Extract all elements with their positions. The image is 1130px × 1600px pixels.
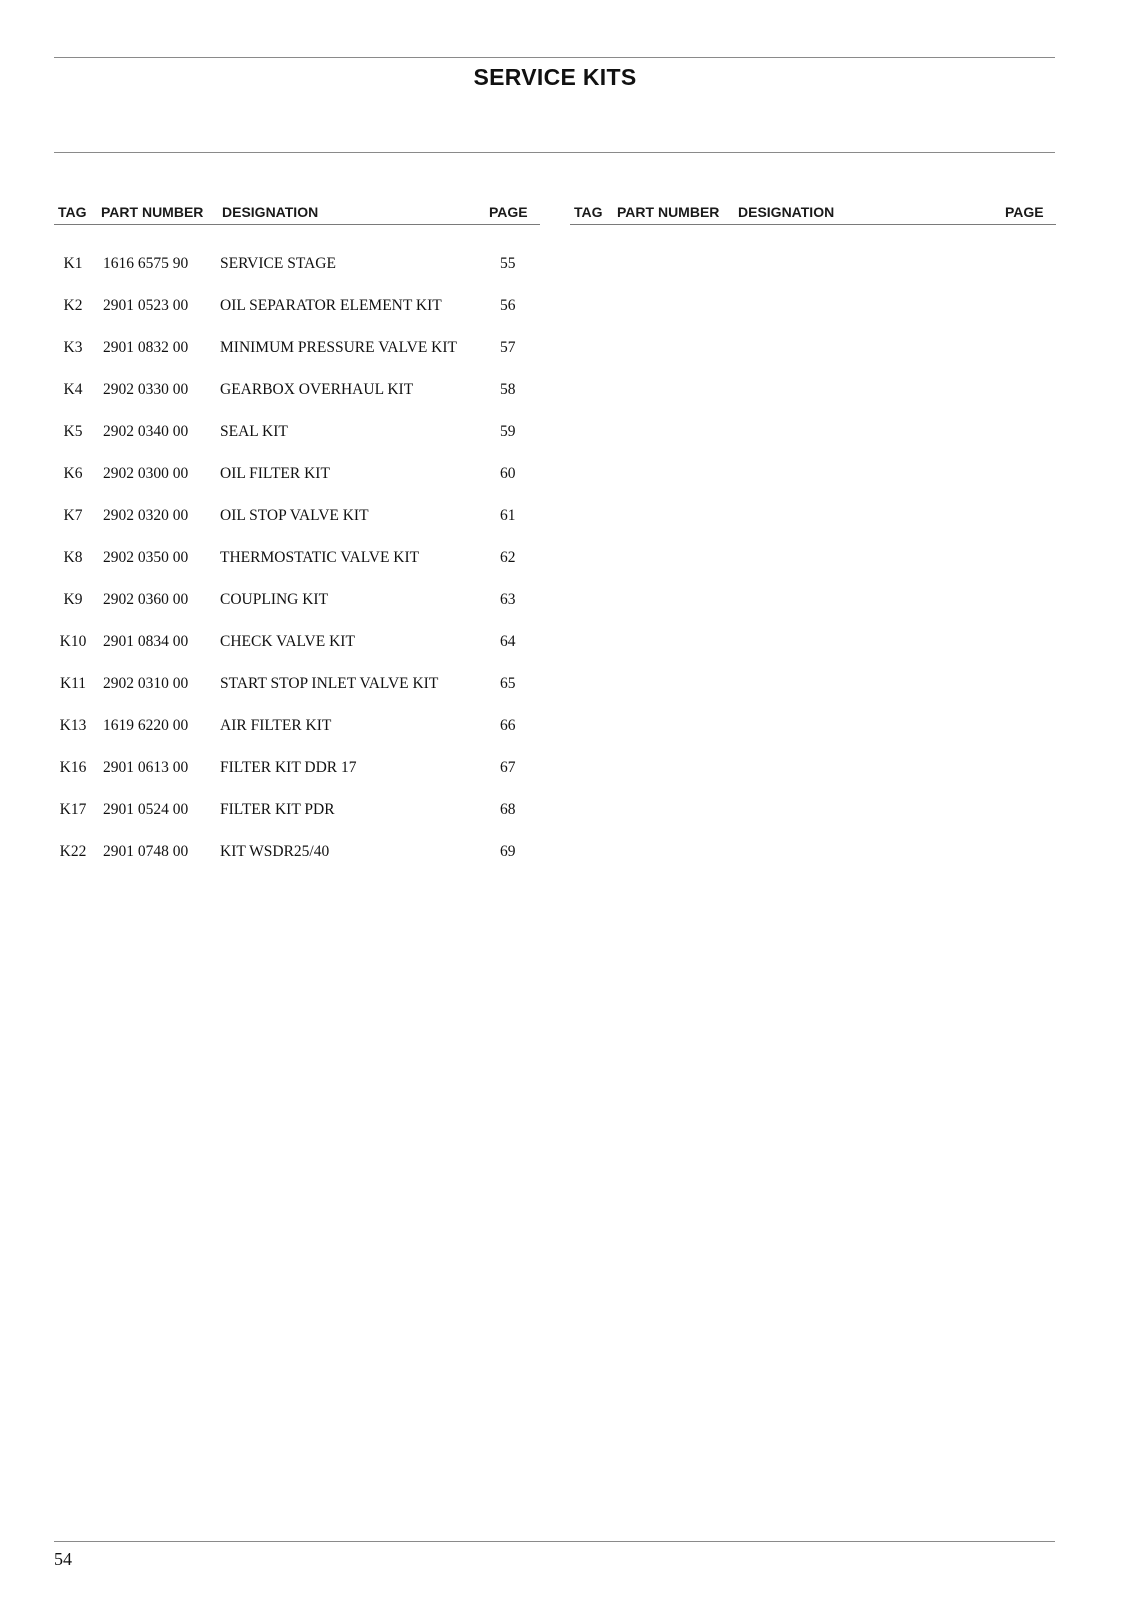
table-row	[54, 465, 540, 507]
table-row	[54, 717, 540, 759]
table-row	[54, 297, 540, 339]
row-part-number: 2902 0340 00	[103, 423, 189, 440]
table-header-left	[54, 204, 540, 225]
row-designation: SEAL KIT	[220, 423, 288, 440]
table-row	[54, 675, 540, 717]
row-page: 59	[500, 423, 516, 440]
row-page: 57	[500, 339, 516, 356]
row-designation: OIL FILTER KIT	[220, 465, 330, 482]
row-part-number: 2902 0320 00	[103, 507, 189, 524]
row-tag: K1	[63, 255, 83, 272]
row-designation: GEARBOX OVERHAUL KIT	[220, 381, 414, 398]
row-tag: K4	[63, 381, 83, 398]
row-designation: START STOP INLET VALVE KIT	[220, 675, 439, 692]
footer-rule	[54, 1541, 1055, 1542]
row-page: 58	[500, 381, 516, 398]
row-tag: K8	[63, 549, 83, 566]
row-designation: CHECK VALVE KIT	[220, 633, 355, 650]
row-page: 63	[500, 591, 516, 608]
row-page: 67	[500, 759, 516, 776]
row-part-number: 2902 0350 00	[103, 549, 189, 566]
row-part-number: 1616 6575 90	[103, 255, 189, 272]
row-part-number: 2901 0832 00	[103, 339, 189, 356]
service-kits-table	[54, 255, 540, 885]
row-tag: K10	[59, 633, 87, 650]
table-row	[54, 633, 540, 675]
title-rule	[54, 152, 1055, 153]
row-part-number: 2902 0330 00	[103, 381, 189, 398]
row-page: 60	[500, 465, 516, 482]
row-page: 62	[500, 549, 516, 566]
column-header-part-number: PART NUMBER	[617, 204, 720, 220]
row-part-number: 2901 0523 00	[103, 297, 189, 314]
table-row	[54, 843, 540, 885]
row-designation: AIR FILTER KIT	[220, 717, 332, 734]
row-tag: K7	[63, 507, 83, 524]
row-part-number: 2902 0300 00	[103, 465, 189, 482]
page-title: SERVICE KITS	[473, 64, 637, 90]
column-header-page: PAGE	[1005, 204, 1044, 220]
column-header-designation: DESIGNATION	[738, 204, 835, 220]
row-page: 55	[500, 255, 516, 272]
table-row	[54, 423, 540, 465]
row-designation: OIL SEPARATOR ELEMENT KIT	[220, 297, 442, 314]
row-tag: K13	[59, 717, 87, 734]
column-header-tag: TAG	[58, 204, 87, 220]
row-page: 68	[500, 801, 516, 818]
page-number: 54	[54, 1549, 72, 1569]
table-row	[54, 549, 540, 591]
row-page: 56	[500, 297, 516, 314]
row-tag: K16	[59, 759, 87, 776]
row-tag: K17	[59, 801, 87, 818]
top-rule	[54, 57, 1055, 58]
row-designation: FILTER KIT PDR	[220, 801, 335, 818]
table-header-right	[570, 204, 1056, 225]
column-header-tag: TAG	[574, 204, 603, 220]
row-tag: K6	[63, 465, 83, 482]
row-tag: K9	[63, 591, 83, 608]
table-row	[54, 591, 540, 633]
row-part-number: 2901 0834 00	[103, 633, 189, 650]
row-designation: COUPLING KIT	[220, 591, 329, 608]
row-part-number: 2901 0524 00	[103, 801, 189, 818]
row-designation: THERMOSTATIC VALVE KIT	[220, 549, 420, 566]
row-part-number: 2902 0310 00	[103, 675, 189, 692]
row-designation: SERVICE STAGE	[220, 255, 336, 272]
row-designation: OIL STOP VALVE KIT	[220, 507, 369, 524]
column-header-designation: DESIGNATION	[222, 204, 319, 220]
row-part-number: 2901 0748 00	[103, 843, 189, 860]
row-part-number: 2902 0360 00	[103, 591, 189, 608]
row-page: 61	[500, 507, 516, 524]
column-header-page: PAGE	[489, 204, 528, 220]
table-row	[54, 507, 540, 549]
row-part-number: 2901 0613 00	[103, 759, 189, 776]
row-page: 65	[500, 675, 516, 692]
row-tag: K3	[63, 339, 83, 356]
row-tag: K11	[59, 675, 87, 692]
table-row	[54, 759, 540, 801]
table-row	[54, 381, 540, 423]
row-page: 66	[500, 717, 516, 734]
table-row	[54, 801, 540, 843]
row-page: 69	[500, 843, 516, 860]
row-designation: KIT WSDR25/40	[220, 843, 330, 860]
table-row	[54, 339, 540, 381]
table-row	[54, 255, 540, 297]
row-tag: K22	[59, 843, 87, 860]
row-tag: K5	[63, 423, 83, 440]
row-tag: K2	[63, 297, 83, 314]
row-designation: MINIMUM PRESSURE VALVE KIT	[220, 339, 457, 356]
column-header-part-number: PART NUMBER	[101, 204, 204, 220]
row-page: 64	[500, 633, 516, 650]
row-part-number: 1619 6220 00	[103, 717, 189, 734]
row-designation: FILTER KIT DDR 17	[220, 759, 357, 776]
